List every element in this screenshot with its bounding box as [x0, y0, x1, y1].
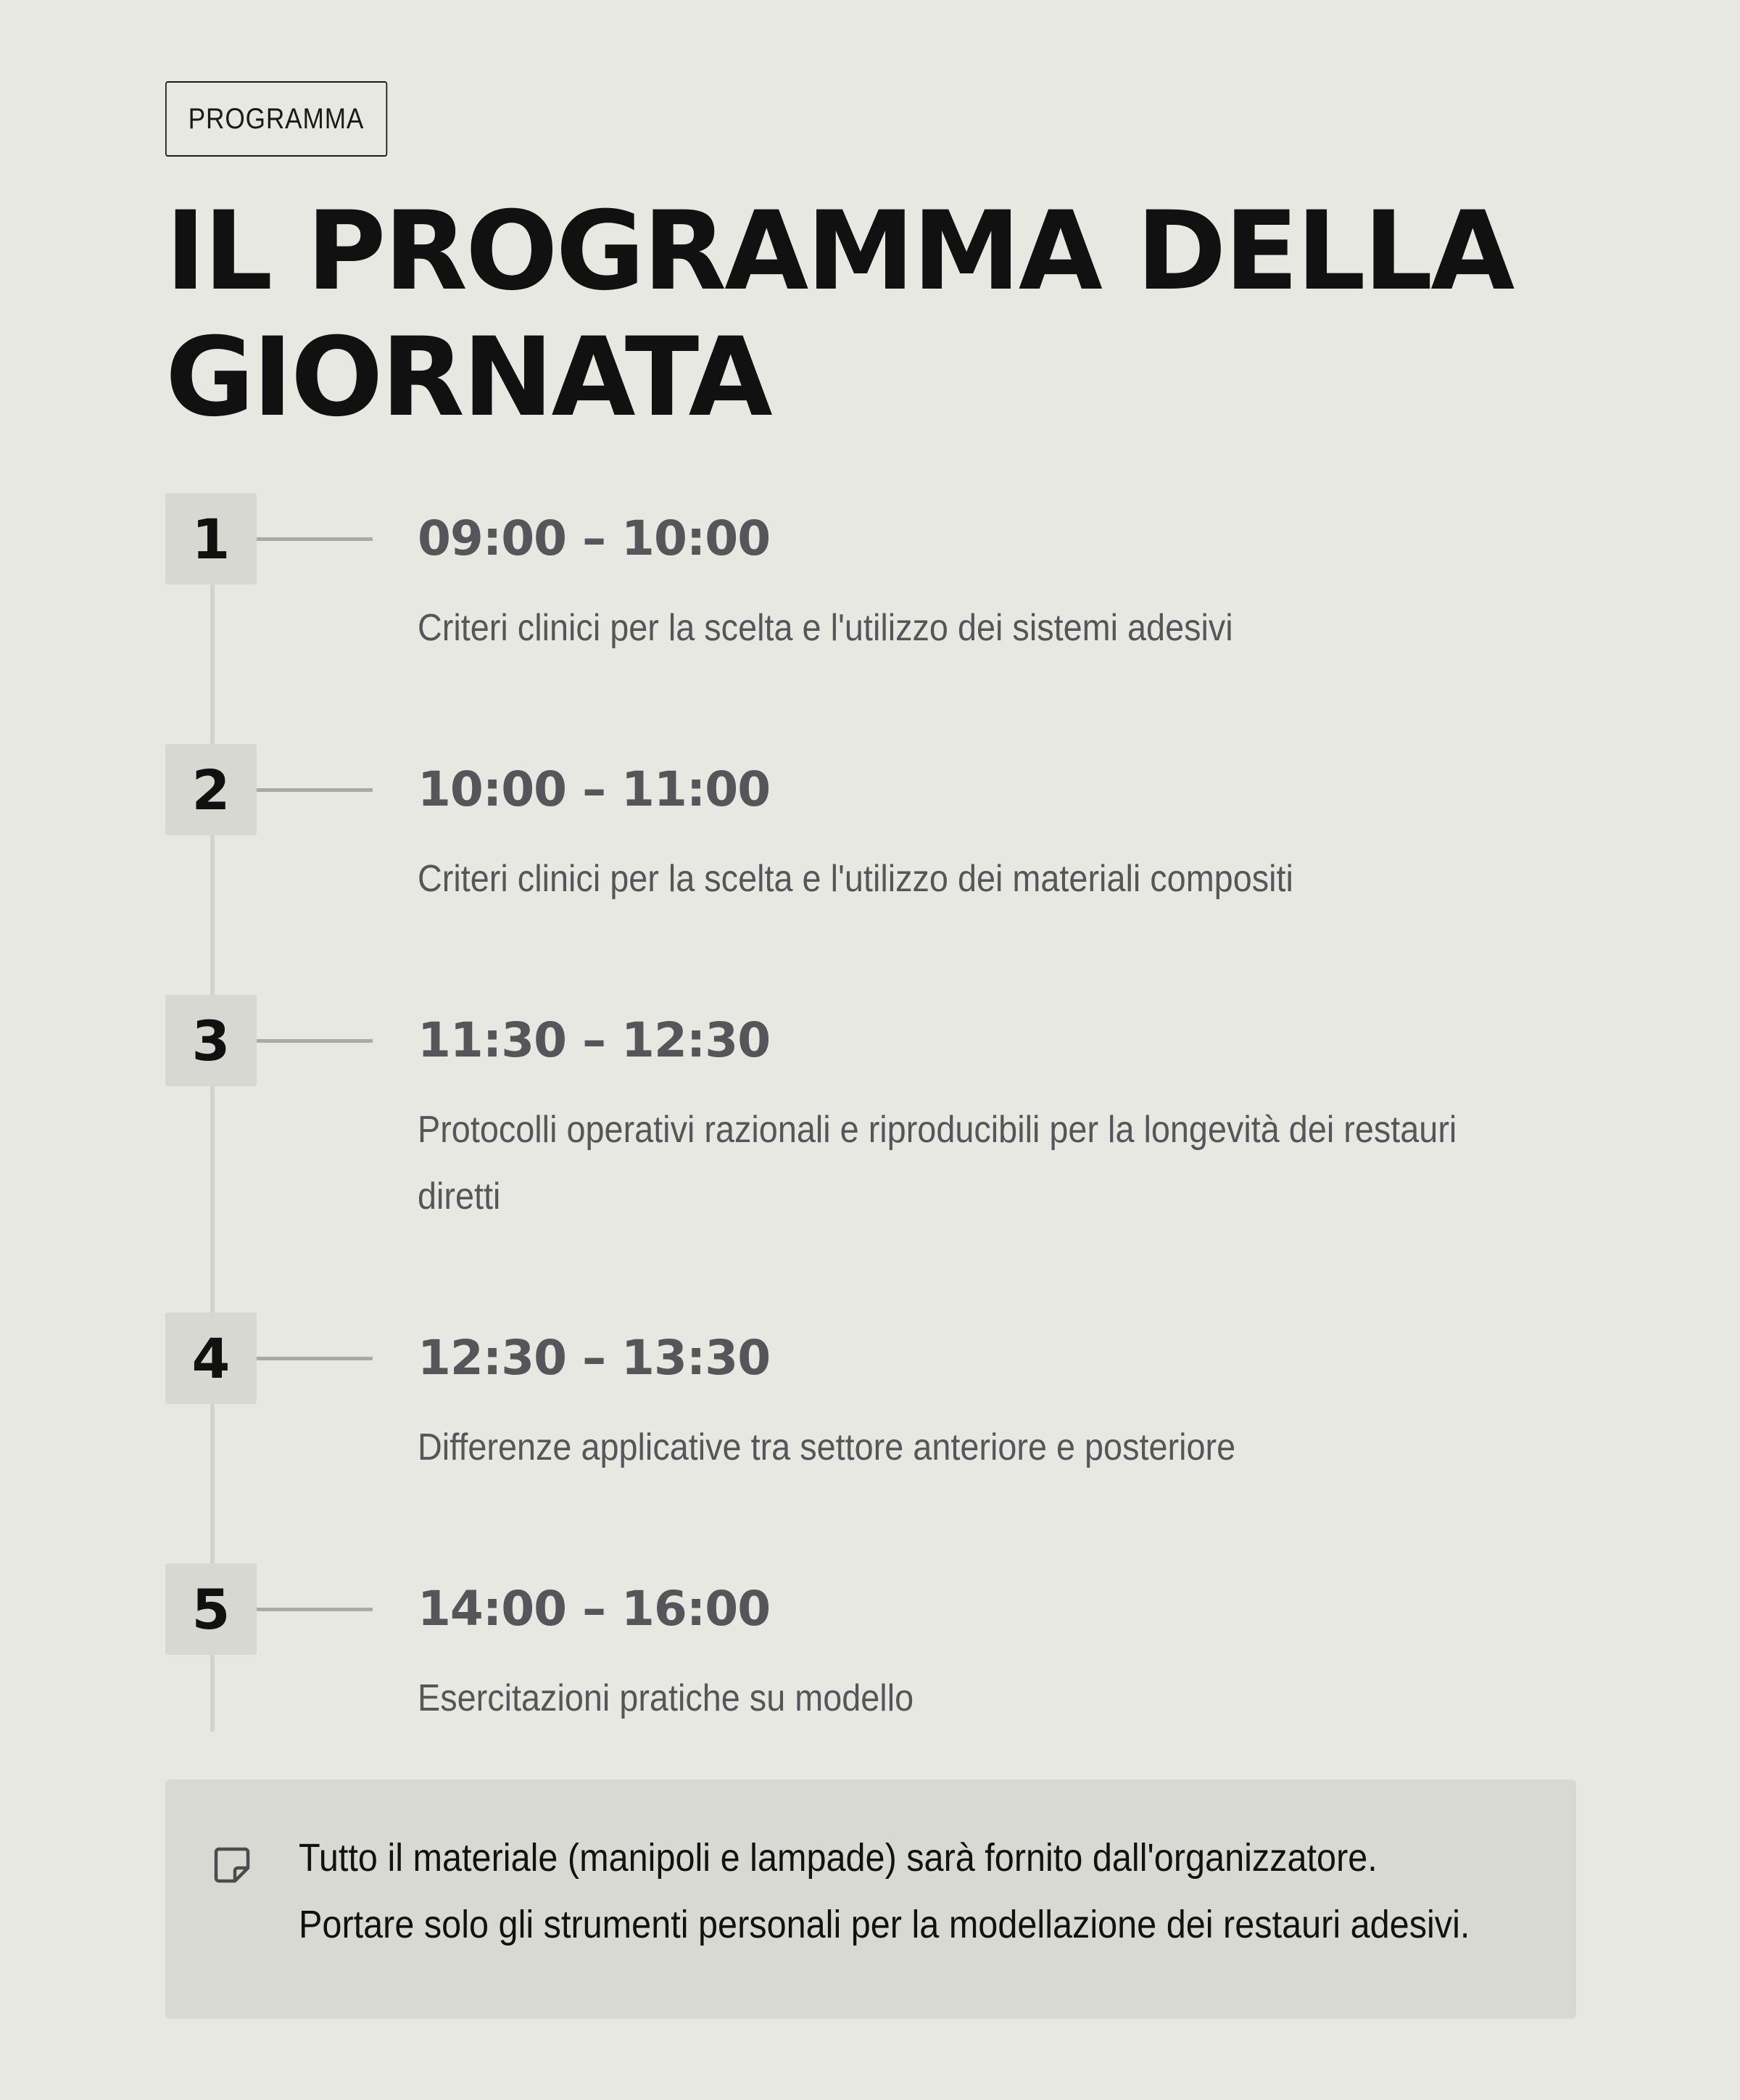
step-number: 4	[165, 1312, 257, 1404]
schedule-time: 14:00 – 16:00	[418, 1581, 771, 1637]
info-note	[165, 1779, 1576, 2019]
schedule-description: Esercitazioni pratiche su modello	[418, 1677, 914, 1719]
page-title-line-1: IL PROGRAMMA DELLA	[165, 189, 1513, 315]
timeline-connector	[257, 788, 373, 792]
schedule-description: Criteri clinici per la scelta e l'utilizzo dei materiali compositi	[418, 858, 1293, 900]
step-number: 2	[165, 744, 257, 835]
step-number: 1	[165, 493, 257, 584]
sticky-note-icon	[213, 1846, 251, 1884]
schedule-time: 10:00 – 11:00	[418, 761, 771, 817]
timeline-connector	[257, 537, 373, 541]
timeline-connector	[257, 1357, 373, 1360]
step-number: 3	[165, 995, 257, 1086]
timeline-connector	[257, 1608, 373, 1611]
schedule-description: Criteri clinici per la scelta e l'utilizzo dei sistemi adesivi	[418, 607, 1233, 649]
schedule-time: 12:30 – 13:30	[418, 1330, 771, 1386]
section-tag: PROGRAMMA	[165, 81, 387, 157]
page-title-line-2: GIORNATA	[165, 315, 771, 441]
note-line-2: Portare solo gli strumenti personali per la modellazione dei restauri adesivi.	[299, 1903, 1470, 1946]
schedule-description: Differenze applicative tra settore anteriore e posteriore	[418, 1426, 1236, 1468]
note-text	[299, 1824, 1538, 1958]
schedule-time: 11:30 – 12:30	[418, 1012, 771, 1068]
step-number: 5	[165, 1563, 257, 1655]
note-line-1: Tutto il materiale (manipoli e lampade) sarà fornito dall'organizzatore.	[299, 1836, 1378, 1880]
schedule-description: Protocolli operativi razionali e riproducibili per la longevità dei restauri diretti	[418, 1109, 1457, 1218]
page-title	[165, 189, 1576, 441]
timeline-connector	[257, 1039, 373, 1043]
schedule-time: 09:00 – 10:00	[418, 510, 771, 566]
